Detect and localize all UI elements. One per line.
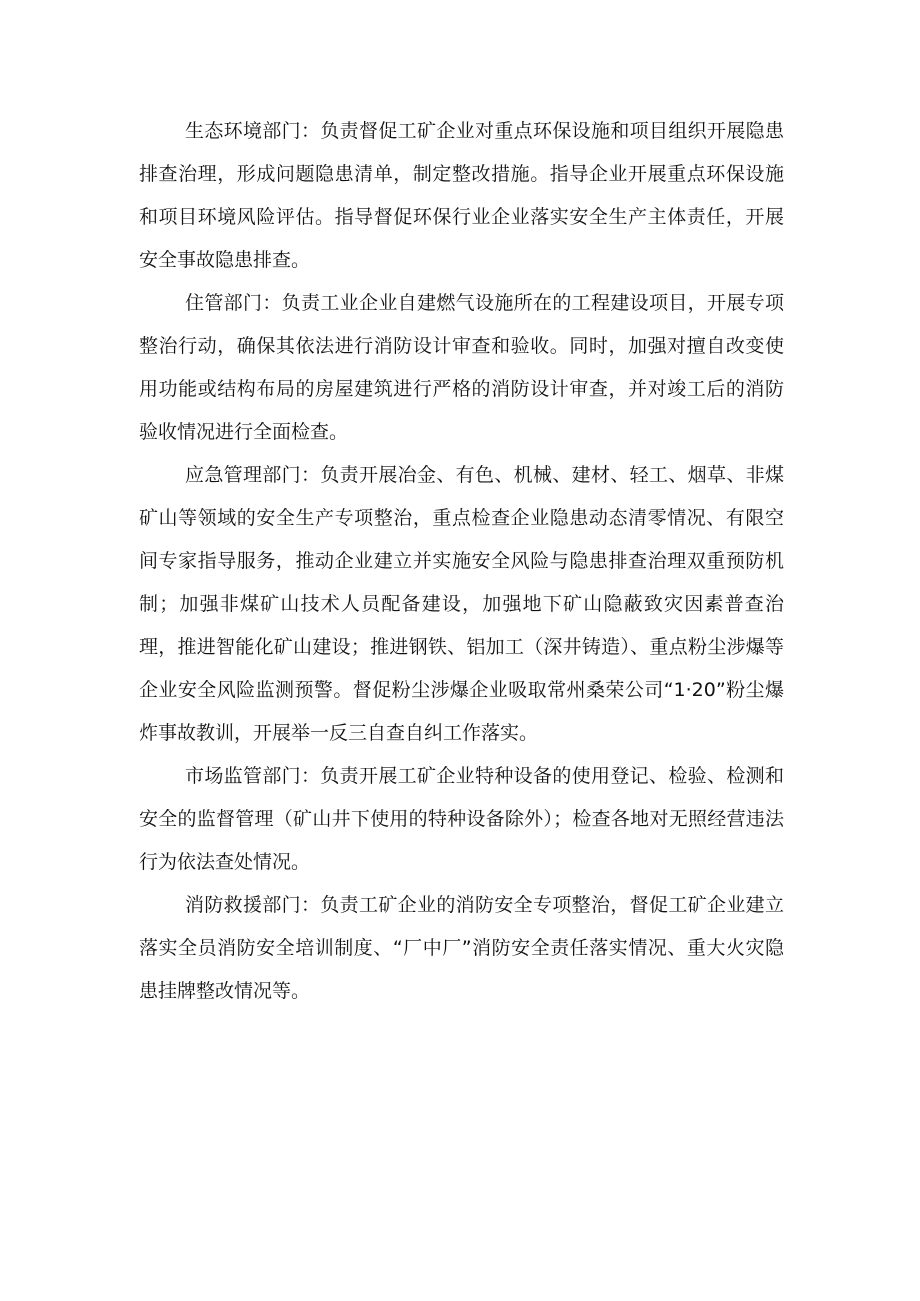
paragraph-ecology-department: 生态环境部门：负责督促工矿企业对重点环保设施和项目组织开展隐患排查治理，形成问题隐患清单，制定整改措施。指导企业开展重点环保设施和项目环境风险评估。指导督促环保行业企业落实安全生产主体责任，开展安全事故隐患排查。 (139, 120, 784, 271)
paragraph-emergency-management-department: 应急管理部门：负责开展冶金、有色、机械、建材、轻工、烟草、非煤矿山等领域的安全生产专项整治，重点检查企业隐患动态清零情况、有限空间专家指导服务，推动企业建立并实施安全风险与隐患排查治理双重预防机制；加强非煤矿山技术人员配备建设，加强地下矿山隐蔽致灾因素普查治理，推进智能化矿山建设；推进钢铁、铝加工（深井铸造）、重点粉尘涉爆等企业安全风险监测预警。督促粉尘涉爆企业吸取常州桑荣公司“1·20”粉尘爆炸事故教训，开展举一反三自查自纠工作落实。 (139, 464, 784, 744)
paragraph-housing-department: 住管部门：负责工业企业自建燃气设施所在的工程建设项目，开展专项整治行动，确保其依法进行消防设计审查和验收。同时，加强对擅自改变使用功能或结构布局的房屋建筑进行严格的消防设计审查，并对竣工后的消防验收情况进行全面检查。 (139, 292, 784, 443)
document-body (139, 110, 784, 1013)
paragraph-market-supervision-department: 市场监管部门：负责开展工矿企业特种设备的使用登记、检验、检测和安全的监督管理（矿山井下使用的特种设备除外）；检查各地对无照经营违法行为依法查处情况。 (139, 765, 784, 873)
paragraph-fire-rescue-department: 消防救援部门：负责工矿企业的消防安全专项整治，督促工矿企业建立落实全员消防安全培训制度、“厂中厂”消防安全责任落实情况、重大火灾隐患挂牌整改情况等。 (139, 894, 784, 1002)
